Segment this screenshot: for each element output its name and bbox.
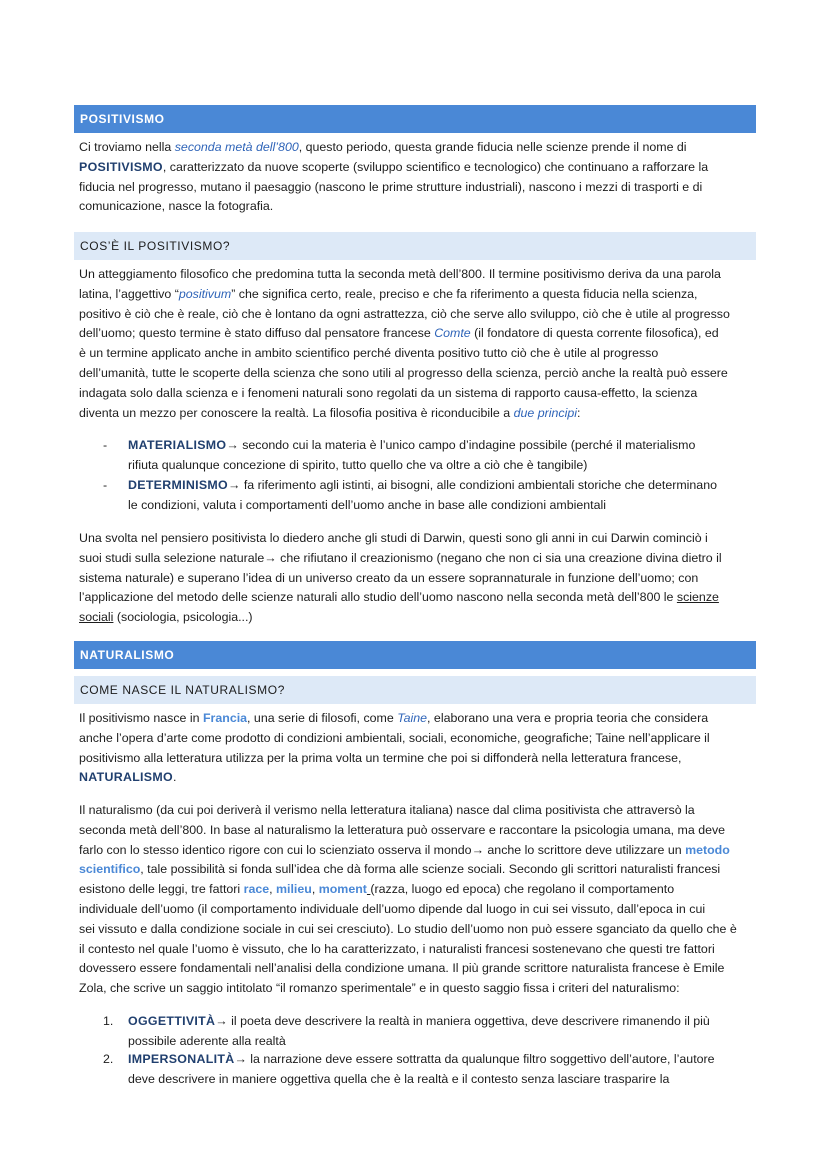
- keyword-milieu: milieu: [276, 882, 312, 897]
- text-line: [128, 476, 755, 496]
- text-run: (razza, luogo ed epoca) che regolano il comportamento: [370, 882, 675, 897]
- arrow-icon: →: [227, 478, 241, 492]
- emphasis-positivum: positivum: [178, 286, 232, 301]
- text-line: [128, 1012, 755, 1032]
- text-line: [79, 404, 755, 424]
- text-run: Il positivismo nasce in: [79, 711, 203, 725]
- darwin-paragraph: [79, 529, 755, 628]
- underlined-sociali: sociali: [79, 610, 114, 625]
- section-header-naturalismo: NATURALISMO: [74, 641, 756, 669]
- text-run: l’applicazione del metodo delle scienze naturali allo studio dell’uomo nascono nella seconda metà dell’800 le: [79, 590, 677, 605]
- text-line: sei vissuto e dalla condizione sociale in cui sei cresciuto). Lo studio dell’uomo non può essere sganciato da quello che è: [79, 921, 737, 936]
- list-bullet: -: [103, 478, 108, 492]
- arrow-icon: →: [264, 550, 277, 565]
- text-run: .: [172, 770, 177, 785]
- arrow-icon: →: [234, 1052, 247, 1066]
- text-line: dell’umanità, tutte le scoperte della scienza che sono utili al progresso della scienza, perciò anche la realtà può essere: [79, 365, 728, 380]
- keyword-positivismo: POSITIVISMO: [79, 159, 163, 174]
- text-line: Una svolta nel pensiero positivista lo diedero anche gli studi di Darwin, questi sono gli anni in cui Darwin cominciò i: [79, 531, 708, 545]
- list-number: 1.: [103, 1014, 114, 1028]
- section-header-positivismo: POSITIVISMO: [74, 105, 756, 133]
- text-run: , questo periodo, questa grande fiducia nelle scienze prende il nome di: [298, 140, 687, 154]
- text-line: [79, 285, 755, 305]
- text-run: , caratterizzato da nuove scoperte (sviluppo scientifico e tecnologico) che continuano a rafforzare la: [162, 159, 709, 174]
- text-run: fa riferimento agli istinti, ai bisogni, alle condizioni ambientali storiche che determinano: [240, 478, 717, 492]
- arrow-icon: →: [226, 438, 239, 452]
- underlined-scienze: scienze: [676, 590, 719, 605]
- keyword-scientifico: scientifico: [79, 862, 141, 877]
- text-line: sistema naturale) e superano l’idea di un universo creato da un essere soprannaturale in funzione dell’uomo; con: [79, 570, 699, 585]
- keyword-francia: Francia: [202, 711, 248, 725]
- keyword-moment: moment: [318, 882, 367, 897]
- text-line: Zola, che scrive un saggio intitolato “il romanzo sperimentale” e in questo saggio fissa i criteri del naturalismo:: [79, 981, 680, 996]
- section-header-cos-e-il-positivismo: COS’È IL POSITIVISMO?: [74, 232, 756, 260]
- text-line: possibile aderente alla realtà: [128, 1033, 286, 1048]
- text-line: Il naturalismo (da cui poi deriverà il verismo nella letteratura italiana) nasce dal clima positivista che attraversò la: [79, 803, 695, 817]
- text-line: dovessero essere fondamentali nell’analisi della condizione umana. Il più grande scrittore naturalista francese è Emile: [79, 961, 725, 976]
- text-line: [79, 549, 755, 569]
- keyword-metodo: metodo: [685, 842, 730, 857]
- text-line: positivismo alla letteratura utilizza per la prima volta un termine che poi si diffonderà nella letteratura francese,: [79, 750, 682, 765]
- keyword-oggettivita: OGGETTIVITÀ: [128, 1014, 216, 1028]
- intro-paragraph: [79, 138, 755, 217]
- text-run: :: [576, 405, 581, 420]
- arrow-icon: →: [471, 842, 484, 857]
- emphasis-due-principi: due principi: [513, 405, 577, 420]
- text-line: [79, 588, 755, 608]
- list-number: 2.: [103, 1052, 114, 1066]
- origin-paragraph: [79, 709, 755, 788]
- text-run: farlo con lo stesso identico rigore con cui lo scienziato osserva il mondo: [79, 842, 472, 857]
- text-line: [79, 860, 755, 880]
- text-line: [79, 324, 755, 344]
- text-run: ,: [269, 882, 277, 897]
- section-header-come-nasce: COME NASCE IL NATURALISMO?: [74, 676, 756, 704]
- text-run: , elaborano una vera e propria teoria che considera: [427, 711, 709, 725]
- text-run: latina, l’aggettivo “: [79, 286, 179, 301]
- naturalism-paragraph: [79, 801, 755, 999]
- text-line: [79, 608, 755, 628]
- text-run: , tale possibilità si fonda sull’idea che dà forma alle scienze sociali. Secondo gli scrittori naturalisti francesi: [140, 862, 721, 877]
- text-line: comunicazione, nasce la fotografia.: [79, 199, 274, 214]
- text-line: indagata solo dalla scienza e i fenomeni naturali sono regolati da un sistema di rapporto causa-effetto, la scienza: [79, 385, 698, 400]
- text-run: , una serie di filosofi, come: [247, 711, 398, 725]
- text-line: [79, 158, 755, 178]
- keyword-race: race: [243, 882, 270, 897]
- text-line: [79, 768, 755, 788]
- text-line: positivo è ciò che è reale, ciò che è lontano da ogni astrattezza, ciò che serve allo sviluppo, ciò che è utile al progresso: [79, 306, 730, 321]
- text-run: secondo cui la materia è l’unico campo d’indagine possibile (perché il materialismo: [238, 438, 696, 452]
- text-line: [79, 138, 755, 158]
- text-line: le condizioni, valuta i comportamenti dell’uomo anche in base alle condizioni ambientali: [128, 497, 607, 512]
- text-run: il poeta deve descrivere la realtà in maniera oggettiva, deve descrivere rimanendo il più: [227, 1014, 710, 1028]
- text-run: anche lo scrittore deve utilizzare un: [483, 842, 686, 857]
- text-run: diventa un mezzo per conoscere la realtà. La filosofia positiva è riconducibile a: [79, 405, 514, 420]
- text-line: [79, 709, 755, 729]
- text-run: esistono delle leggi, tre fattori: [79, 882, 244, 897]
- text-line: seconda metà dell’800. In base al naturalismo la letteratura può osservare e raccontare la psicologia umana, ma deve: [79, 822, 726, 837]
- text-line: [128, 436, 755, 456]
- text-line: [79, 841, 755, 861]
- text-run: (sociologia, psicologia...): [113, 610, 253, 625]
- keyword-determinismo: DETERMINISMO: [128, 478, 228, 492]
- arrow-icon: →: [215, 1014, 228, 1028]
- text-run: la narrazione deve essere sottratta da qualunque filtro soggettivo dell’autore, l’autore: [246, 1052, 715, 1066]
- text-line: è un termine applicato anche in ambito scientifico perché diventa positivo tutto ciò che è utile al progresso: [79, 346, 659, 361]
- keyword-impersonalita: IMPERSONALITÀ: [128, 1052, 235, 1066]
- text-run: Ci troviamo nella: [79, 140, 175, 154]
- text-line: [128, 1050, 755, 1070]
- text-line: Un atteggiamento filosofico che predomina tutta la seconda metà dell’800. Il termine positivismo deriva da una parola: [79, 267, 721, 281]
- text-line: fiducia nel progresso, mutano il paesaggio (nascono le prime strutture industriali), nascono i mezzi di trasporti e di: [79, 179, 703, 194]
- text-line: [79, 880, 755, 900]
- text-line: individuale dell’uomo (il comportamento individuale dell’uomo dipende dal luogo in cui sei vissuto, dall’epoca in cui: [79, 901, 706, 916]
- emphasis-taine: Taine: [397, 711, 428, 725]
- text-run: ” che significa certo, reale, preciso e che fa riferimento a questa fiducia nella scienza,: [231, 286, 698, 301]
- emphasis-comte: Comte: [434, 326, 471, 341]
- text-line: anche l’opera d’arte come prodotto di condizioni ambientali, sociali, economiche, geografiche; Taine nell’applicare il: [79, 730, 710, 745]
- definition-paragraph: [79, 265, 755, 423]
- list-bullet: -: [103, 438, 108, 452]
- text-run: suoi studi sulla selezione naturale: [79, 550, 265, 565]
- text-line: deve descrivere in maniere oggettiva quella che è la realtà e il contesto senza lasciare trasparire la: [128, 1071, 670, 1086]
- text-run: (il fondatore di questa corrente filosofica), ed: [470, 326, 719, 341]
- text-run: che rifiutano il creazionismo (negano che non ci sia una creazione divina dietro il: [276, 550, 722, 565]
- emphasis-seconda-meta: seconda metà dell’800: [174, 140, 299, 154]
- text-run: ,: [311, 882, 319, 897]
- keyword-naturalismo: NATURALISMO: [79, 770, 173, 785]
- text-run: dell’uomo; questo termine è stato diffuso dal pensatore francese: [79, 326, 435, 341]
- keyword-materialismo: MATERIALISMO: [128, 438, 227, 452]
- text-line: rifiuta qualunque concezione di spirito, tutto quello che va oltre a ciò che è tangibile): [128, 457, 588, 472]
- text-line: il contesto nel quale l’uomo è vissuto, che lo ha caratterizzato, i naturalisti francesi sostenevano che questi tre fattori: [79, 941, 715, 956]
